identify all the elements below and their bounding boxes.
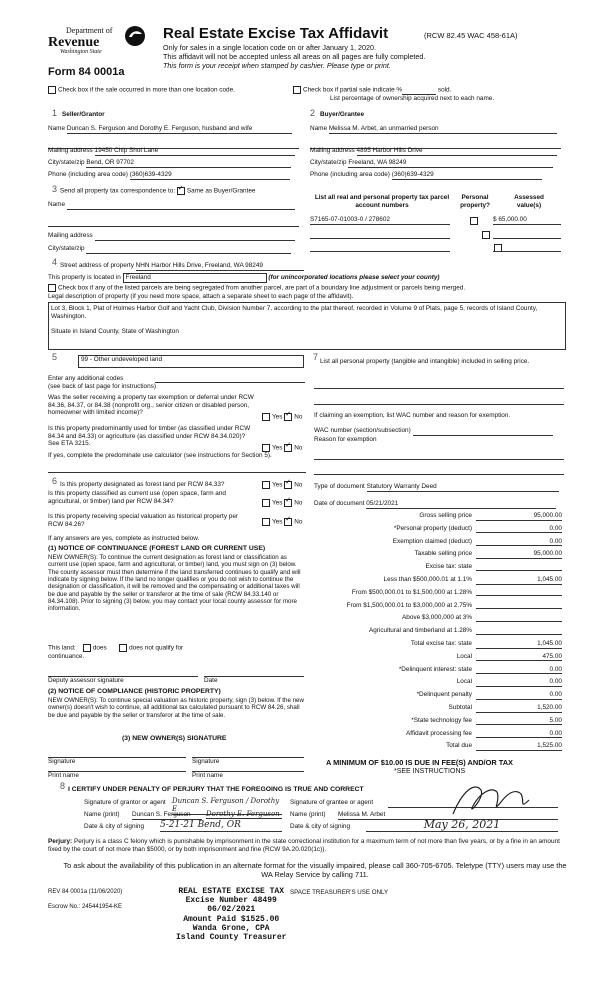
corr-mail-field[interactable] xyxy=(95,232,295,241)
certify-text: I CERTIFY UNDER PENALTY OF PERJURY THAT THE FOREGOING IS TRUE AND CORRECT xyxy=(68,786,364,793)
s5-q2: Is this property predominantly used for timber (as classified under RCW 84.34 and 84.33) or agriculture (as classified under RCW 84.34.020)? See ETA 3215. xyxy=(48,425,251,448)
tax-row xyxy=(300,691,565,700)
form-number: Form 84 0001a xyxy=(48,66,125,78)
tax-row-value[interactable] xyxy=(476,602,562,610)
s6-notice2-title: (2) NOTICE OF COMPLIANCE (HISTORIC PROPERTY) xyxy=(48,688,221,695)
tax-row-label: Gross selling price xyxy=(419,512,472,519)
dept-line1: Department of xyxy=(66,26,113,35)
multi-location-label: Check box if the sale occurred in more than one location code. xyxy=(58,86,235,94)
header-note-3: This form is your receipt when stamped by cashier. Please type or print. xyxy=(163,61,391,70)
corr-name-label: Name xyxy=(48,201,66,208)
assessed-field-2[interactable] xyxy=(493,230,561,239)
tax-row xyxy=(300,512,565,521)
personal-checkbox-2[interactable] xyxy=(482,231,490,239)
seller-phone-row xyxy=(48,171,290,180)
personal-checkbox-1[interactable] xyxy=(470,217,478,225)
s5-q1-yes-checkbox[interactable] xyxy=(262,413,270,421)
corr-mail-row xyxy=(48,232,295,241)
addl-codes-label: Enter any additional codes xyxy=(48,375,124,382)
correspondence-label: Send all property tax correspondence to: xyxy=(60,187,176,195)
buyer-heading: Buyer/Grantee xyxy=(320,111,365,118)
owner-print-2-label: Print name xyxy=(192,772,223,779)
section-3-number: 3 xyxy=(52,184,58,194)
grantee-sig-label: Signature of grantee or agent xyxy=(290,799,374,806)
tax-row-label: Local xyxy=(456,678,472,686)
alt-format-note: To ask about the availability of this publication in an alternate format for the visually impaired, please call 360-705-6705. Teletype (TTY) users may use the WA Relay Service by calling 711. xyxy=(63,861,567,879)
segregate-label: Check box if any of the listed parcels are being segregated from another parcel, are part of a boundary line adjustment or parcels being merged. xyxy=(58,284,466,292)
s6-q2-answers xyxy=(262,499,302,507)
grantor-sig-label: Signature of grantor or agent xyxy=(84,799,166,806)
s6-q1-answers xyxy=(262,481,302,489)
tax-row xyxy=(300,653,565,662)
tax-row xyxy=(300,640,565,649)
personal-col-header: Personal property? xyxy=(460,194,490,209)
parcel-field-2[interactable] xyxy=(310,230,450,239)
segregate-checkbox[interactable] xyxy=(48,284,56,292)
tax-row-label: Less than $500,000.01 at 1.1% xyxy=(383,576,472,583)
assessed-field-3[interactable] xyxy=(493,243,561,252)
dept-line2: Revenue xyxy=(48,34,100,50)
tax-row-label: *Delinquent penalty xyxy=(416,691,472,699)
tax-row xyxy=(300,525,565,534)
grantee-date-label: Date & city of signing xyxy=(290,823,351,830)
seller-mail-field[interactable]: 19450 Chip Shot Lane xyxy=(95,147,295,156)
legal-text-2: Situate in Island County, State of Washington xyxy=(51,328,179,336)
tax-row-value[interactable] xyxy=(476,563,562,571)
s5-q2-yes-checkbox[interactable] xyxy=(262,444,270,452)
s7-list: List all personal property (tangible and intangible) included in selling price. xyxy=(320,358,530,365)
deputy-sig-line[interactable] xyxy=(48,676,198,685)
does-not-label: does not qualify for xyxy=(129,644,184,652)
s7-line-1[interactable] xyxy=(314,380,564,389)
buyer-phone-row xyxy=(310,171,542,180)
street-field[interactable]: NHN Harbor Hills Drive, Freeland, WA 98249 xyxy=(136,262,304,271)
s6-notice2-text: NEW OWNER(S): To continue special valuation as historic property, sign (3) below. If the new owner(s) doesn't wish to continue, all additional tax calculated pursuant to RCW 84.26, shall be due and payable by the seller or transferor at the time of sale. xyxy=(48,697,304,719)
tax-row xyxy=(300,730,565,739)
tax-row-label: Above $3,000,000 at 3% xyxy=(402,614,472,622)
tax-row-value[interactable]: 1,045.00 xyxy=(476,576,562,585)
corr-mail-label: Mailing address xyxy=(48,232,93,239)
multi-location-checkbox[interactable] xyxy=(48,86,56,94)
section-1-number: 1 xyxy=(52,108,58,118)
street-row xyxy=(60,262,304,271)
perjury-label: Perjury: xyxy=(48,838,73,845)
s6-q2-yes-checkbox[interactable] xyxy=(262,499,270,507)
s7-line-2[interactable] xyxy=(314,396,564,405)
tax-row-value[interactable]: 95,000.00 xyxy=(476,512,562,521)
located-select[interactable]: Freeland xyxy=(123,273,267,283)
corr-name-line2 xyxy=(48,218,299,227)
s6-continuance: continuance. xyxy=(48,653,85,660)
legal-label: Legal description of property (if you need more space, attach a separate sheet to each page of the affidavit). xyxy=(48,293,354,300)
owner-sig-1[interactable] xyxy=(48,757,186,766)
stamp-line-6: Island County Treasurer xyxy=(176,932,287,942)
seller-city-field[interactable]: Bend, OR 97702 xyxy=(86,159,291,168)
s5-q1-no-label: No xyxy=(294,413,303,421)
grantor-date-field[interactable]: 5-21-21 Bend, OR xyxy=(160,820,282,832)
grantor-signature[interactable]: Duncan S. Ferguson / Dorothy E xyxy=(172,797,282,815)
stamp-line-2: Excise Number 48499 xyxy=(185,896,277,906)
buyer-name-label: Name xyxy=(310,125,328,132)
tax-row-value[interactable]: 0.00 xyxy=(476,691,562,700)
does-label: does xyxy=(92,644,107,652)
seller-city-label: City/state/zip xyxy=(48,159,85,166)
corr-city-row xyxy=(48,245,291,254)
reason-label: Reason for exemption xyxy=(314,436,377,443)
s5-q2-no-checkbox[interactable] xyxy=(284,444,292,452)
section-4-number: 4 xyxy=(52,257,58,267)
buyer-mail-label: Mailing address xyxy=(310,147,355,154)
deputy-date-label: Date xyxy=(204,677,218,684)
s6-q3-yes-checkbox[interactable] xyxy=(262,518,270,526)
form-rcw: (RCW 82.45 WAC 458-61A) xyxy=(424,31,518,40)
street-label: Street address of property xyxy=(60,262,134,269)
s6-notice3-title: (3) NEW OWNER(S) SIGNATURE xyxy=(122,735,227,742)
doc-date-field[interactable]: 05/21/2021 xyxy=(366,500,556,509)
minimum-note: A MINIMUM OF $10.00 IS DUE IN FEE(S) AND/OR TAX xyxy=(326,758,513,767)
tax-row-label: *Personal property (deduct) xyxy=(393,524,472,532)
tax-row-label: Agricultural and timberland at 1.28% xyxy=(368,627,472,635)
tax-row-label: Excise tax: state xyxy=(425,563,472,571)
owner-sig-2[interactable] xyxy=(192,757,304,766)
grantee-name-field[interactable]: Melissa M. Arbet xyxy=(338,811,558,820)
tax-row-label: From $1,500,000.01 to $3,000,000 at 2.75% xyxy=(346,601,472,609)
tax-row-value[interactable]: 1,525.00 xyxy=(476,742,562,751)
tax-row xyxy=(300,550,565,559)
stamp-line-3: 06/02/2021 xyxy=(207,905,256,915)
s5-q1-no-checkbox[interactable] xyxy=(284,413,292,421)
corr-city-label: City/state/zip xyxy=(48,245,85,252)
section-5-number: 5 xyxy=(52,352,58,362)
s6-ifany: If any answers are yes, complete as instructed below. xyxy=(48,535,200,542)
s6-notice1-title: (1) NOTICE OF CONTINUANCE (FOREST LAND OR CURRENT USE) xyxy=(48,545,266,552)
tax-row-value[interactable]: 0.00 xyxy=(476,525,562,534)
correspondence-row xyxy=(60,187,255,195)
perjury-text: Perjury is a class C felony which is punishable by imprisonment in the state correctional institution for a maximum term of not more than five years, or by a fine in an amount fixed by the court of not more than $5000, or by both imprisonment and fine (RCW 9A.20.020(1c)). xyxy=(48,838,560,853)
escrow-number: Escrow No.: 245441954-KE xyxy=(48,904,123,910)
rev-number: REV 84 0001a (11/06/2020) xyxy=(48,889,123,895)
grantee-name-label: Name (print) xyxy=(290,811,326,818)
wac-note: If claiming an exemption, list WAC number and reason for exemption. xyxy=(314,412,511,419)
multi-location-check[interactable] xyxy=(48,86,235,94)
seller-name-label: Name xyxy=(48,125,66,132)
tax-row-value[interactable]: 95,000.00 xyxy=(476,550,562,559)
section-2-number: 2 xyxy=(310,108,316,118)
s6-q2-yes-label: Yes xyxy=(272,499,283,507)
tax-row-value[interactable] xyxy=(476,589,562,597)
tax-row-value[interactable]: 1,520.00 xyxy=(476,704,562,713)
buyer-name-row xyxy=(310,125,557,134)
buyer-name-field[interactable]: Melissa M. Arbet, an unmarried person xyxy=(329,125,557,134)
buyer-mail-field[interactable]: 4895 Harbor Hills Drive xyxy=(357,147,557,156)
s6-notice1-text: NEW OWNER(S): To continue the current designation as forest land or classification as current use (open space, farm and agricultural, or timber) land, you must sign on (3) below. The county assessor must then determine if the land transferred continues to qualify and will indicate by signing below. If the land no longer qualifies or you do not wish to continue the designation or classification, it will be removed and the compensating or additional taxes will be due and payable by the seller or transferor at the time of sale (RCW 84.33.140 or 84.34.108). Prior to signing (3) below, you may contact your local county assessor for more information. xyxy=(48,554,301,613)
tax-row xyxy=(300,576,565,585)
seller-name-field[interactable]: Duncan S. Ferguson and Dorothy E. Ferguson, husband and wife xyxy=(67,125,292,134)
s6-q3-no-label: No xyxy=(294,518,303,526)
tax-row xyxy=(300,627,565,635)
deputy-date-line[interactable] xyxy=(204,676,304,685)
dept-line3: Washington State xyxy=(60,48,102,55)
legal-description-box[interactable] xyxy=(48,302,566,350)
reason-line-2[interactable] xyxy=(314,466,564,475)
parcel-field-1[interactable]: S7165-07-01003-0 / 278602 xyxy=(310,216,450,225)
deputy-sig-label: Deputy assessor signature xyxy=(48,677,124,684)
parcel-field-3[interactable] xyxy=(310,243,450,252)
form-title: Real Estate Excise Tax Affidavit xyxy=(163,25,389,42)
treasurer-stamp xyxy=(176,887,286,942)
list-pct-note: List percentage of ownership acquired next to each name. xyxy=(330,95,495,102)
stamp-line-5: Wanda Grone, CPA xyxy=(192,923,270,933)
grantee-date-field[interactable]: May 26, 2021 xyxy=(366,818,558,832)
tax-row-value[interactable]: 0.00 xyxy=(476,678,562,687)
addl-codes-note: (see back of last page for instructions) xyxy=(48,383,156,390)
s5-q2-yes-label: Yes xyxy=(272,444,283,452)
s6-q2-no-label: No xyxy=(294,499,303,507)
tax-row-value[interactable]: 475.00 xyxy=(476,653,562,662)
tax-row-label: Total excise tax: state xyxy=(410,640,472,647)
tax-row-value[interactable]: 0.00 xyxy=(476,538,562,547)
tax-row-label: Affidavit processing fee xyxy=(406,729,472,737)
tax-row-value[interactable]: 1,045.00 xyxy=(476,640,562,649)
doc-date-label: Date of document xyxy=(314,500,365,507)
tax-row-value[interactable]: 0.00 xyxy=(476,666,562,675)
tax-row xyxy=(300,678,565,687)
s6-q1-no-label: No xyxy=(294,481,303,489)
seller-heading: Seller/Grantor xyxy=(62,111,105,118)
tax-row-label: Taxable selling price xyxy=(414,550,472,558)
s6-q1-yes-label: Yes xyxy=(272,481,283,489)
s6-q3-yes-label: Yes xyxy=(272,518,283,526)
owner-sig-2-label: Signature xyxy=(192,758,220,765)
buyer-city-row xyxy=(310,159,553,168)
reason-line-1[interactable] xyxy=(314,451,564,460)
same-as-buyer-checkbox[interactable] xyxy=(177,187,185,195)
assessed-field-1[interactable]: $ 65,000.00 xyxy=(493,216,561,225)
located-label: This property is located in xyxy=(48,274,121,281)
buyer-city-label: City/state/zip xyxy=(310,159,347,166)
addl-codes-field[interactable] xyxy=(155,374,305,383)
header-note-1: Only for sales in a single location code on or after January 1, 2020. xyxy=(163,43,376,52)
tax-row xyxy=(300,589,565,597)
sold-label: sold. xyxy=(437,86,452,94)
does-checkbox[interactable] xyxy=(83,644,91,652)
s6-q2-no-checkbox[interactable] xyxy=(284,499,292,507)
buyer-mail-row xyxy=(310,147,557,156)
grantor-date-label: Date & city of signing xyxy=(84,823,145,830)
corr-city-field[interactable] xyxy=(86,245,291,254)
tax-row xyxy=(300,563,565,571)
seller-phone-field[interactable]: (360)639-4329 xyxy=(130,171,290,180)
s6-q2: Is this property classified as current use (open space, farm and agricultural, or timber) land per RCW 84.34? xyxy=(48,490,226,505)
grantor-name-field-2[interactable]: Dorothy E. Ferguson xyxy=(206,810,282,819)
seller-name-row xyxy=(48,125,299,134)
owner-print-2[interactable] xyxy=(192,771,304,780)
legal-text-1: Lot 3, Block 1, Plat of Holmes Harbor Golf and Yacht Club, Division Number 7, according to the plat thereof, recorded in Volume 9 of Plats, page 5, records of Island County, Washington. xyxy=(51,305,538,320)
s5-q2-no-label: No xyxy=(294,444,303,452)
tax-row xyxy=(300,538,565,547)
perjury-notice xyxy=(48,838,564,853)
tax-row xyxy=(300,742,565,751)
seller-mail-row xyxy=(48,147,295,156)
see-instructions: *SEE INSTRUCTIONS xyxy=(394,768,466,775)
seller-phone-label: Phone (including area code) xyxy=(48,171,128,178)
s5-q2b: If yes, complete the predominate use calculator (see instructions for Section 5). xyxy=(48,452,272,459)
s5-q1-yes-label: Yes xyxy=(272,413,283,421)
wac-field[interactable] xyxy=(413,427,553,436)
dor-emblem-icon xyxy=(123,25,147,47)
assessed-col-header: Assessed value(s) xyxy=(514,194,544,209)
wac-label: WAC number (section/subsection) xyxy=(314,427,411,434)
section-6-number: 6 xyxy=(52,476,58,486)
uninc-note: (for unincorporated locations please select your county) xyxy=(268,274,440,281)
corr-name-row xyxy=(48,201,295,210)
partial-sale-label: Check box if partial sale indicate % xyxy=(303,86,403,94)
s5-divider xyxy=(48,472,306,473)
tax-row xyxy=(300,602,565,610)
s6-q1: Is this property designated as forest land per RCW 84.33? xyxy=(60,481,225,488)
doc-date-row xyxy=(314,500,556,509)
grantor-name-field[interactable]: Duncan S. Ferguson xyxy=(132,811,202,820)
seller-mail-label: Mailing address xyxy=(48,147,93,154)
s6-this-land xyxy=(48,644,183,652)
s6-q1-no-checkbox[interactable] xyxy=(284,481,292,489)
buyer-phone-field[interactable]: (360)639-4329 xyxy=(392,171,542,180)
s5-q1: Was the seller receiving a property tax exemption or deferral under RCW 84.36, 84.37, or 84.38 (nonprofit org., senior citizen or disabled person, homeowner with limited income)? xyxy=(48,394,254,417)
does-not-checkbox[interactable] xyxy=(119,644,127,652)
corr-name-field[interactable] xyxy=(67,201,295,210)
located-row xyxy=(48,273,440,283)
buyer-phone-label: Phone (including area code) xyxy=(310,171,390,178)
s6-q1-yes-checkbox[interactable] xyxy=(262,481,270,489)
s6-q3: Is this property receiving special valuation as historical property per RCW 84.26? xyxy=(48,513,239,528)
tax-row-label: From $500,000.01 to $1,500,000 at 1.28% xyxy=(351,588,472,596)
section-7-number: 7 xyxy=(313,352,319,362)
tax-row-value[interactable] xyxy=(476,614,562,622)
treasurer-use-label: SPACE TREASURER'S USE ONLY xyxy=(290,889,389,896)
stamp-line-1: REAL ESTATE EXCISE TAX xyxy=(178,887,285,896)
s6-q3-no-checkbox[interactable] xyxy=(284,518,292,526)
wac-row xyxy=(314,427,553,436)
grantor-name-label: Name (print) xyxy=(84,811,120,818)
tax-row-label: Total due xyxy=(446,742,472,750)
tax-row-label: Subtotal xyxy=(448,704,472,711)
section-8-number: 8 xyxy=(60,781,66,791)
tax-row-label: Local xyxy=(456,652,472,660)
s6-q3-answers xyxy=(262,518,302,526)
owner-sig-1-label: Signature xyxy=(48,758,76,765)
seller-city-row xyxy=(48,159,291,168)
partial-sale-checkbox[interactable] xyxy=(293,86,301,94)
same-as-buyer-label: Same as Buyer/Grantee xyxy=(186,187,256,195)
tax-row xyxy=(300,704,565,713)
tax-row-value[interactable] xyxy=(476,627,562,635)
owner-print-1-label: Print name xyxy=(48,772,79,779)
segregate-row xyxy=(48,284,568,292)
stamp-line-4: Amount Paid $1525.00 xyxy=(183,914,280,924)
owner-print-1[interactable] xyxy=(48,771,186,780)
doc-type-label: Type of document xyxy=(314,483,365,490)
s5-q1-answers xyxy=(262,413,302,421)
parcel-col-header: List all real and personal property tax parcel account numbers xyxy=(314,194,450,209)
doc-type-row xyxy=(314,483,559,492)
header-note-2: This affidavit will not be accepted unless all areas on all pages are fully completed. xyxy=(163,52,426,61)
tax-row-label: *State technology fee xyxy=(411,716,472,724)
this-land-label: This land: xyxy=(48,644,76,652)
tax-row xyxy=(300,614,565,622)
tax-row-value[interactable]: 0.00 xyxy=(476,730,562,739)
land-use-code-select[interactable]: 99 - Other undeveloped land xyxy=(78,355,304,368)
tax-row xyxy=(300,666,565,675)
tax-row-label: *Delinquent interest: state xyxy=(398,665,472,673)
tax-row-value[interactable]: 5.00 xyxy=(476,717,562,726)
buyer-city-field[interactable]: Freeland, WA 98249 xyxy=(348,159,553,168)
tax-row xyxy=(300,717,565,726)
partial-sale-check[interactable] xyxy=(293,86,451,95)
doc-type-field[interactable]: Statutory Warranty Deed xyxy=(367,483,559,492)
tax-row-label: Exemption claimed (deduct) xyxy=(392,537,472,545)
